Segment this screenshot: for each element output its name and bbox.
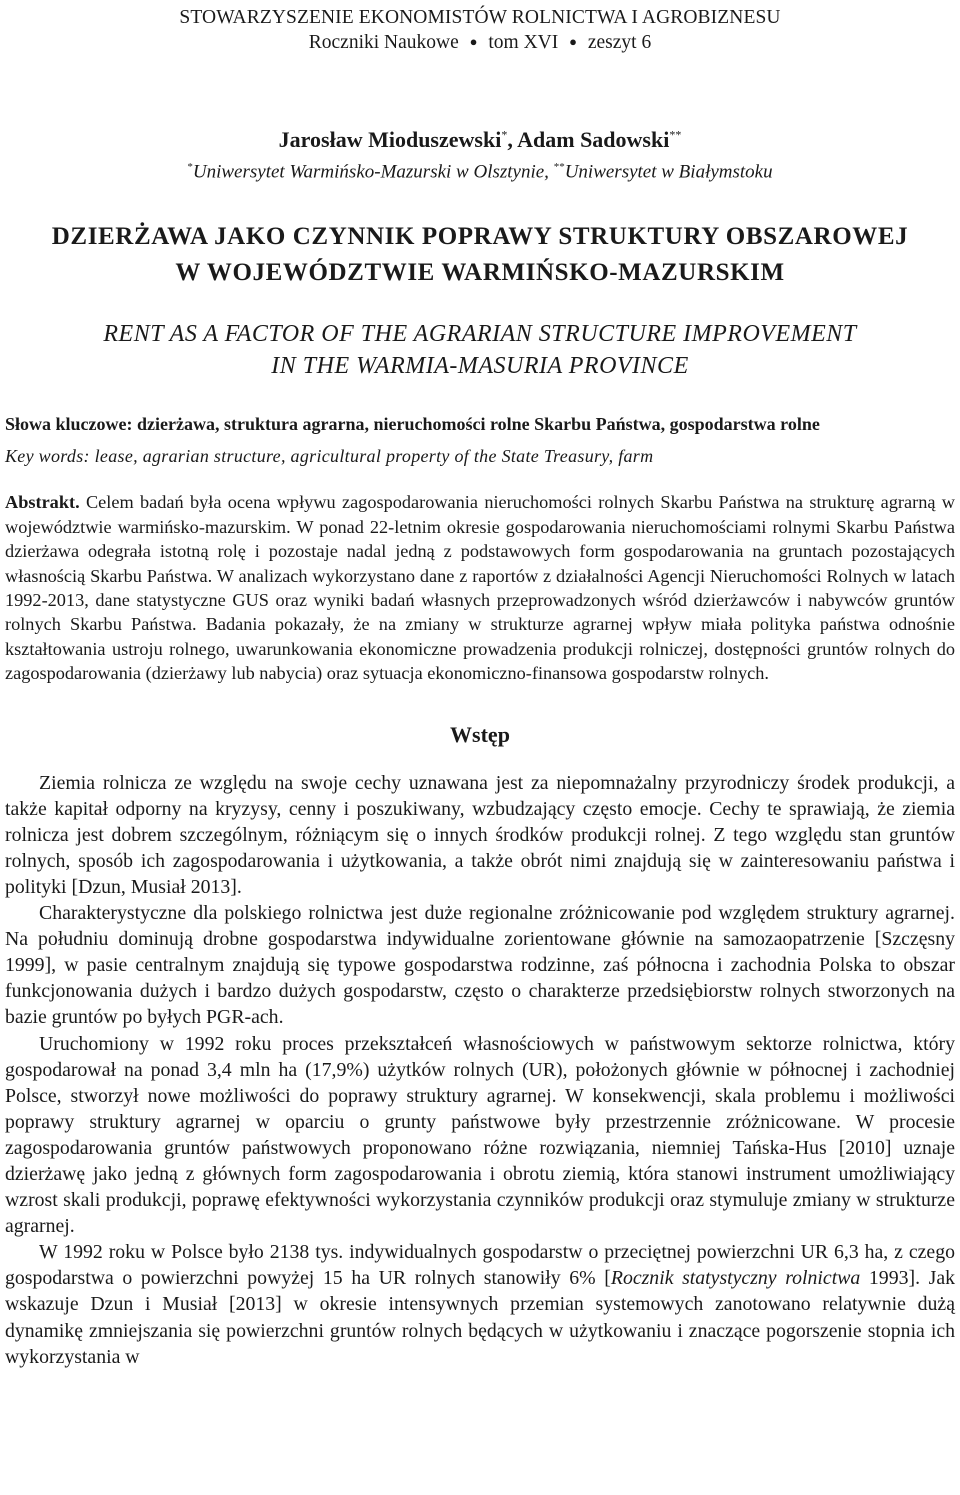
journal-name: Roczniki Naukowe	[308, 32, 459, 53]
author-1-mark: *	[501, 127, 508, 142]
title-polish-line: DZIERŻAWA JAKO CZYNNIK POPRAWY STRUKTURY OBSZAROWEJ	[51, 223, 909, 251]
title-polish-line: W WOJEWÓDZTWIE WARMIŃSKO-MAZURSKIM	[175, 259, 785, 287]
journal-issue: zeszyt 6	[587, 32, 652, 53]
paragraph-text: W 1992 roku w Polsce było 2138 tys. indywidualnych gospodarstw o przeciętnej powierzchni UR 6,3 ha, z czego gospodarstwa o powierzchni powyżej 15 ha UR rolnych stanowiły 6% [	[5, 1241, 955, 1290]
affiliations	[5, 161, 955, 183]
society-name: STOWARZYSZENIE EKONOMISTÓW ROLNICTWA I AGROBIZNESU	[179, 7, 781, 28]
journal-header	[5, 0, 955, 55]
keywords-polish: Słowa kluczowe: dzierżawa, struktura agrarna, nieruchomości rolne Skarbu Państwa, gospodarstwa rolne	[5, 414, 820, 435]
journal-volume: tom XVI	[488, 32, 559, 53]
paragraph: Uruchomiony w 1992 roku proces przekształceń własnościowych w państwowym sektorze rolnictwa, który gospodarował na ponad 3,4 mln ha (17,9%) użytków rolnych (UR), położonych głównie w północnej i zachodniej Polsce, stworzył nowe możliwości do poprawy struktury agrarnej. W konsekwencji, skala problemu i możliwości poprawy struktury agrarnej w oparciu o grunty państwowe były przestrzennie zróżnicowane. W procesie zagospodarowania gruntów państwowych proponowano różne rozwiązania, niemniej Tańska-Hus [2010] uznaje dzierżawę jako jedną z głównych form zagospodarowania i obrotu ziemią, która stanowi instrument umożliwiający wzrost skali produkcji, poprawę efektywności wykorzystania czynników produkcji oraz stymuluje zmiany w strukturze agrarnej.	[5, 1032, 955, 1238]
author-1: Jarosław Mioduszewski	[278, 127, 502, 152]
paragraph: Charakterystyczne dla polskiego rolnictwa jest duże regionalne zróżnicowanie pod względem struktury agrarnej. Na południu dominują drobne gospodarstwa indywidualne zorientowane głównie na samozaopatrzenie [Szczęsny 1999], w pasie centralnym znajdują się typowe gospodarstwa rodzinne, zaś północna i zachodnia Polska to obszar funkcjonowania dużych i bardzo dużych gospodarstw, często o charakterze przedsiębiorstw rolnych stworzonych na bazie gruntów po byłych PGR-ach.	[5, 902, 955, 1029]
paragraph-text: 1993]. Jak wskazuje Dzun i Musiał [2013] w okresie intensywnych przemian systemowych zanotowano relatywnie dużą dynamikę zmniejszania się powierzchni gruntów rolnych będących w użytkowaniu i znaczące pogorszenie stopnia ich wykorzystania w	[5, 1267, 955, 1368]
authors	[5, 127, 955, 153]
paragraph	[5, 1239, 955, 1369]
author-separator: ,	[507, 127, 518, 152]
keywords-english: Key words: lease, agrarian structure, agricultural property of the State Treasury, farm	[5, 446, 654, 467]
title-english-line: IN THE WARMIA-MASURIA PROVINCE	[271, 353, 689, 380]
title-english	[5, 318, 955, 382]
bullet-icon: ●	[569, 34, 577, 49]
title-english-line: RENT AS A FACTOR OF THE AGRARIAN STRUCTURE IMPROVEMENT	[103, 321, 857, 348]
title-polish	[5, 219, 955, 291]
section-title: Wstęp	[450, 721, 510, 747]
affiliation-2: Uniwersytet w Białymstoku	[564, 161, 773, 183]
author-2: Adam Sadowski	[517, 127, 670, 152]
affiliation-1: Uniwersytet Warmińsko-Mazurski w Olsztynie,	[192, 161, 554, 183]
affiliation-1-mark: *	[187, 161, 193, 173]
abstract	[5, 490, 955, 685]
abstract-text: Celem badań była ocena wpływu zagospodarowania nieruchomości rolnych Skarbu Państwa na strukturę agrarną w województwie warmińsko-mazurskim. W ponad 22-letnim okresie gospodarowania nieruchomościami rolnymi Skarbu Państwa dzierżawa odegrała istotną rolę i pozostaje nadal jedną z podstawowych form gospodarowania na gruntach pozostających własnością Skarbu Państwa. W analizach wykorzystano dane z raportów z działalności Agencji Nieruchomości Rolnych w latach 1992-2013, dane statystyczne GUS oraz wyniki badań własnych przeprowadzonych wśród dzierżawców i nabywców gruntów rolnych Skarbu Państwa. Badania pokazały, że na zmiany w strukturze agrarnej wpływ miała polityka państwa odnośnie kształtowania ustroju rolnego, uwarunkowania ekonomiczne prowadzenia produkcji rolniczej, dostępności gruntów rolnych do zagospodarowania (dzierżawy lub nabycia) oraz sytuacja ekonomiczno-finansowa gospodarstw rolnych.	[5, 492, 955, 684]
abstract-label: Abstrakt.	[5, 492, 80, 513]
bullet-icon: ●	[469, 34, 478, 49]
body-text	[5, 770, 955, 1370]
affiliation-2-mark: **	[553, 161, 565, 173]
journal-line	[5, 30, 955, 55]
paragraph: Ziemia rolnicza ze względu na swoje cechy uznawana jest za niepomnażalny przyrodniczy środek produkcji, a także kapitał odporny na kryzysy, cenny i poszukiwany, wzbudzający często emocje. Cechy te sprawiają, że ziemia rolnicza jest dobrem szczególnym, różniącym się o innych środków produkcji rolnej. Z tego względu stan gruntów rolnych, sposób ich zagospodarowania i użytkowania, a także obrót nimi znajdują się w zainteresowaniu państwa i polityki [Dzun, Musiał 2013].	[5, 771, 955, 898]
author-2-mark: **	[669, 127, 682, 142]
citation-italic: Rocznik statystyczny rolnictwa	[610, 1267, 861, 1290]
